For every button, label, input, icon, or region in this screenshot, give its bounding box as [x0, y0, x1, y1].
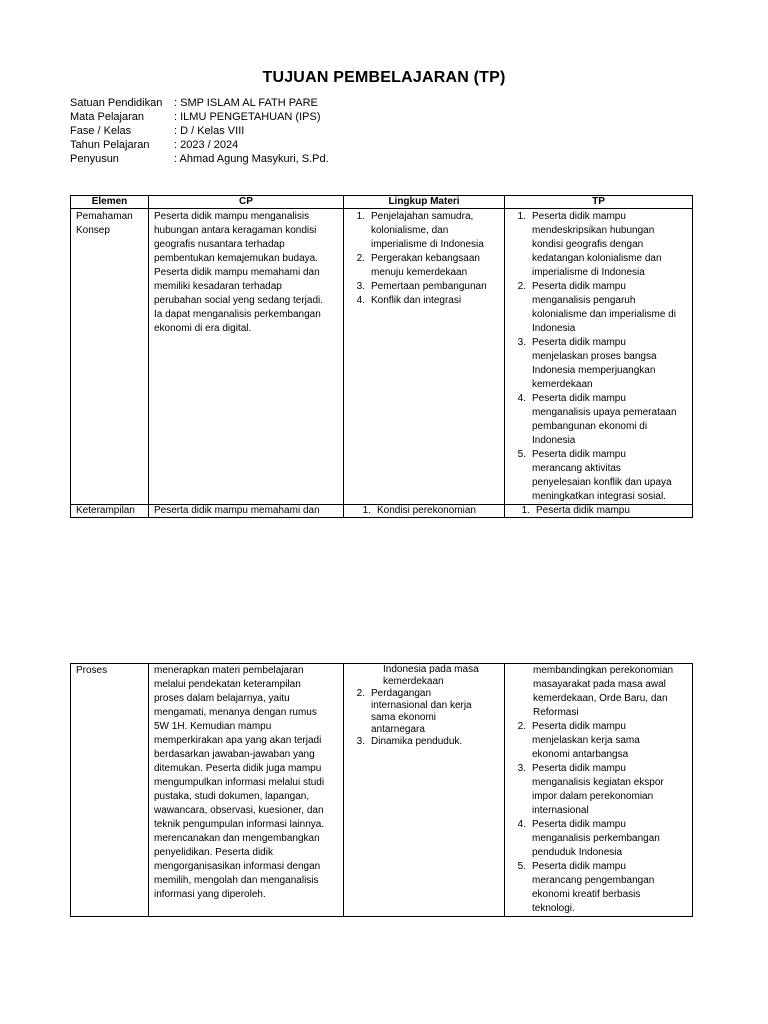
elemen-cell: Keterampilan	[71, 505, 149, 518]
list-item	[349, 252, 499, 280]
list-item	[349, 736, 499, 748]
info-row	[70, 96, 329, 110]
info-value: : D / Kelas VIII	[174, 125, 245, 137]
materi-cell	[344, 209, 505, 505]
list-text	[371, 280, 487, 294]
info-label: Mata Pelajaran	[70, 111, 144, 123]
text-line: internasional dan kerja	[371, 700, 472, 711]
text-line: merancang aktivitas	[532, 463, 621, 474]
list-text	[532, 210, 662, 280]
text-line: Peserta didik mampu	[532, 449, 626, 460]
text-line: proses dalam belajarnya, yaitu	[154, 693, 290, 704]
tp-continuation	[510, 664, 687, 720]
list-text	[371, 688, 472, 736]
text-line: menganalisis kegiatan ekspor	[532, 777, 664, 788]
text-line: ekonomi di era digital.	[154, 323, 252, 334]
elemen-cell	[71, 209, 149, 505]
text-line: penyelidikan. Peserta didik	[154, 847, 273, 858]
list-number: 4.	[356, 295, 365, 306]
header-elemen: Elemen	[71, 196, 149, 209]
text-line: antarnegara	[371, 724, 425, 735]
info-value: : ILMU PENGETAHUAN (IPS)	[174, 111, 321, 123]
text-line: membandingkan perekonomian	[533, 665, 674, 676]
info-label: Tahun Pelajaran	[70, 139, 150, 151]
list-text	[532, 762, 664, 818]
list-item	[510, 392, 687, 448]
text-line: Peserta didik mampu	[532, 721, 626, 732]
text-line: penduduk Indonesia	[532, 847, 623, 858]
text-line: kondisi geografis dengan	[532, 239, 644, 250]
text-line: Peserta didik mampu	[532, 819, 626, 830]
elemen-cell: Proses	[71, 664, 149, 917]
header-cp: CP	[149, 196, 344, 209]
list-number: 2.	[356, 688, 365, 699]
text-line: penyelesaian konflik dan upaya	[532, 477, 672, 488]
info-row	[70, 138, 329, 152]
document-info	[70, 96, 329, 166]
list-text	[532, 720, 640, 762]
list-item	[510, 818, 687, 860]
text-line: pembangunan ekonomi di	[532, 421, 648, 432]
table-row	[71, 664, 693, 917]
table-header-row	[71, 196, 693, 209]
list-number: 4.	[517, 819, 526, 830]
text-line: kemerdekaan, Orde Baru, dan	[533, 693, 668, 704]
list-text	[532, 392, 677, 448]
list-item	[510, 720, 687, 762]
text-line: Dinamika penduduk.	[371, 736, 463, 747]
materi-cell	[344, 664, 505, 917]
list-text	[532, 860, 654, 916]
list-item	[510, 505, 687, 517]
text-line: Indonesia memperjuangkan	[532, 365, 656, 376]
info-row	[70, 152, 329, 166]
text-line: Pemahaman	[76, 211, 133, 222]
info-row	[70, 124, 329, 138]
materi-continuation	[349, 664, 499, 688]
text-line: Pergerakan kebangsaan	[371, 253, 480, 264]
text-line: imperialisme di Indonesia	[371, 239, 484, 250]
text-line: merencanakan dan mengembangkan	[154, 833, 320, 844]
text-line: perubahan social yeng sedang terjadi.	[154, 295, 324, 306]
text-line: menjelaskan kerja sama	[532, 735, 640, 746]
text-line: mengumpulkan informasi melalui studi	[154, 777, 325, 788]
text-line: kolonialisme dan imperialisme di	[532, 309, 676, 320]
list-item	[510, 762, 687, 818]
text-line: teknik pengumpulan informasi lainnya.	[154, 819, 325, 830]
list-item	[510, 210, 687, 280]
tp-cell	[505, 505, 693, 518]
text-line: mendeskripsikan hubungan	[532, 225, 655, 236]
list-item	[510, 860, 687, 916]
info-value: : SMP ISLAM AL FATH PARE	[174, 97, 318, 109]
text-line: menganalisis perkembangan	[532, 833, 660, 844]
text-line: Peserta didik mampu memahami dan	[154, 267, 320, 278]
text-line: menuju kemerdekaan	[371, 267, 468, 278]
list-item	[349, 280, 499, 294]
list-number: 3.	[356, 281, 365, 292]
tp-table-page2	[70, 663, 693, 917]
list-item	[510, 448, 687, 504]
text-line: menjelaskan proses bangsa	[532, 351, 657, 362]
table-row	[71, 209, 693, 505]
list-number: 4.	[517, 393, 526, 404]
text-line: informasi yang diperoleh.	[154, 889, 266, 900]
list-item	[349, 294, 499, 308]
text-line: ekonomi kreatif berbasis	[532, 889, 641, 900]
text-line: imperialisme di Indonesia	[532, 267, 645, 278]
table-row	[71, 505, 693, 518]
list-text	[371, 294, 461, 308]
text-line: menganalisis upaya pemerataan	[532, 407, 677, 418]
text-line: mengorganisasikan informasi dengan	[154, 861, 321, 872]
info-label: Satuan Pendidikan	[70, 97, 163, 109]
text-line: pembentukan kemajemukan budaya.	[154, 253, 318, 264]
text-line: ekonomi antarbangsa	[532, 749, 629, 760]
cp-cell	[149, 664, 344, 917]
list-item	[349, 688, 499, 736]
list-number: 1.	[356, 211, 365, 222]
text-line: memilih, mengolah dan menganalisis	[154, 875, 319, 886]
info-row	[70, 110, 329, 124]
list-number: 3.	[517, 337, 526, 348]
header-lingkup-materi: Lingkup Materi	[344, 196, 505, 209]
text-line: Penjelajahan samudra,	[371, 211, 474, 222]
list-item	[510, 280, 687, 336]
list-number: 2.	[356, 253, 365, 264]
list-text: Peserta didik mampu	[536, 505, 630, 516]
text-line: meningkatkan integrasi sosial.	[532, 491, 666, 502]
text-line: Peserta didik mampu	[532, 763, 626, 774]
list-number: 1.	[521, 505, 530, 516]
text-line: kedatangan kolonialisme dan	[532, 253, 662, 264]
info-label: Fase / Kelas	[70, 125, 132, 137]
text-line: menganalisis pengaruh	[532, 295, 636, 306]
text-line: Peserta didik mampu	[532, 281, 626, 292]
tp-cell	[505, 664, 693, 917]
text-line: sama ekonomi	[371, 712, 437, 723]
tp-cell	[505, 209, 693, 505]
text-line: masayarakat pada masa awal	[533, 679, 666, 690]
text-line: Peserta didik mampu	[532, 211, 626, 222]
text-line: Indonesia	[532, 323, 576, 334]
text-line: Pemertaan pembangunan	[371, 281, 487, 292]
text-line: Konsep	[76, 225, 110, 236]
header-tp: TP	[505, 196, 693, 209]
text-line: Peserta didik mampu	[532, 393, 626, 404]
list-text	[371, 736, 462, 748]
cp-cell: Peserta didik mampu memahami dan	[149, 505, 344, 518]
list-text	[532, 818, 660, 860]
materi-list	[349, 688, 499, 748]
text-line: wawancara, observasi, kuesioner, dan	[154, 805, 324, 816]
info-value: : 2023 / 2024	[174, 139, 239, 151]
list-text	[532, 448, 672, 504]
text-line: kemerdekaan	[532, 379, 593, 390]
tp-table-page1	[70, 195, 693, 518]
text-line: hubungan antara keragaman kondisi	[154, 225, 317, 236]
tp-list	[510, 720, 687, 916]
text-line: memiliki kesadaran terhadap	[154, 281, 282, 292]
text-line: mengamati, menanya dengan rumus	[154, 707, 317, 718]
text-line: Konflik dan integrasi	[371, 295, 462, 306]
text-line: Indonesia pada masa	[383, 664, 479, 675]
list-item	[349, 505, 499, 517]
list-number: 2.	[517, 281, 526, 292]
text-line: Ia dapat menganalisis perkembangan	[154, 309, 321, 320]
text-line: kemerdekaan	[383, 676, 444, 687]
text-line: Peserta didik mampu	[532, 337, 626, 348]
list-text	[532, 336, 657, 392]
materi-cell	[344, 505, 505, 518]
list-number: 3.	[356, 736, 365, 747]
list-text	[371, 210, 484, 252]
text-line: pustaka, studi dokumen, lapangan,	[154, 791, 310, 802]
text-line: 5W 1H. Kemudian mampu	[154, 721, 272, 732]
tp-list	[510, 210, 687, 504]
text-line: merancang pengembangan	[532, 875, 655, 886]
text-line: kolonialisme, dan	[371, 225, 449, 236]
text-line: memperkirakan apa yang akan terjadi	[154, 735, 322, 746]
text-line: impor dalam perekonomian	[532, 791, 654, 802]
text-line: Reformasi	[533, 707, 579, 718]
list-number: 1.	[517, 211, 526, 222]
text-line: Peserta didik mampu menganalisis	[154, 211, 310, 222]
list-item	[510, 336, 687, 392]
text-line: Indonesia	[532, 435, 576, 446]
text-line: ditemukan. Peserta didik juga mampu	[154, 763, 322, 774]
list-text	[371, 252, 480, 280]
text-line: Perdagangan	[371, 688, 432, 699]
materi-list	[349, 210, 499, 308]
text-line: Peserta didik mampu	[532, 861, 626, 872]
info-value: : Ahmad Agung Masykuri, S.Pd.	[174, 153, 329, 165]
list-number: 3.	[517, 763, 526, 774]
text-line: berdasarkan jawaban-jawaban yang	[154, 749, 315, 760]
list-number: 5.	[517, 861, 526, 872]
list-text: Kondisi perekonomian	[377, 505, 476, 516]
document-title: TUJUAN PEMBELAJARAN (TP)	[262, 69, 506, 86]
text-line: teknologi.	[532, 903, 575, 914]
cp-cell	[149, 209, 344, 505]
list-number: 1.	[362, 505, 371, 516]
list-number: 5.	[517, 449, 526, 460]
list-text	[532, 280, 676, 336]
text-line: melalui pendekatan keterampilan	[154, 679, 301, 690]
text-line: menerapkan materi pembelajaran	[154, 665, 304, 676]
info-label: Penyusun	[70, 153, 119, 165]
list-number: 2.	[517, 721, 526, 732]
text-line: geografis nusantara terhadap	[154, 239, 285, 250]
list-item	[349, 210, 499, 252]
text-line: internasional	[532, 805, 589, 816]
